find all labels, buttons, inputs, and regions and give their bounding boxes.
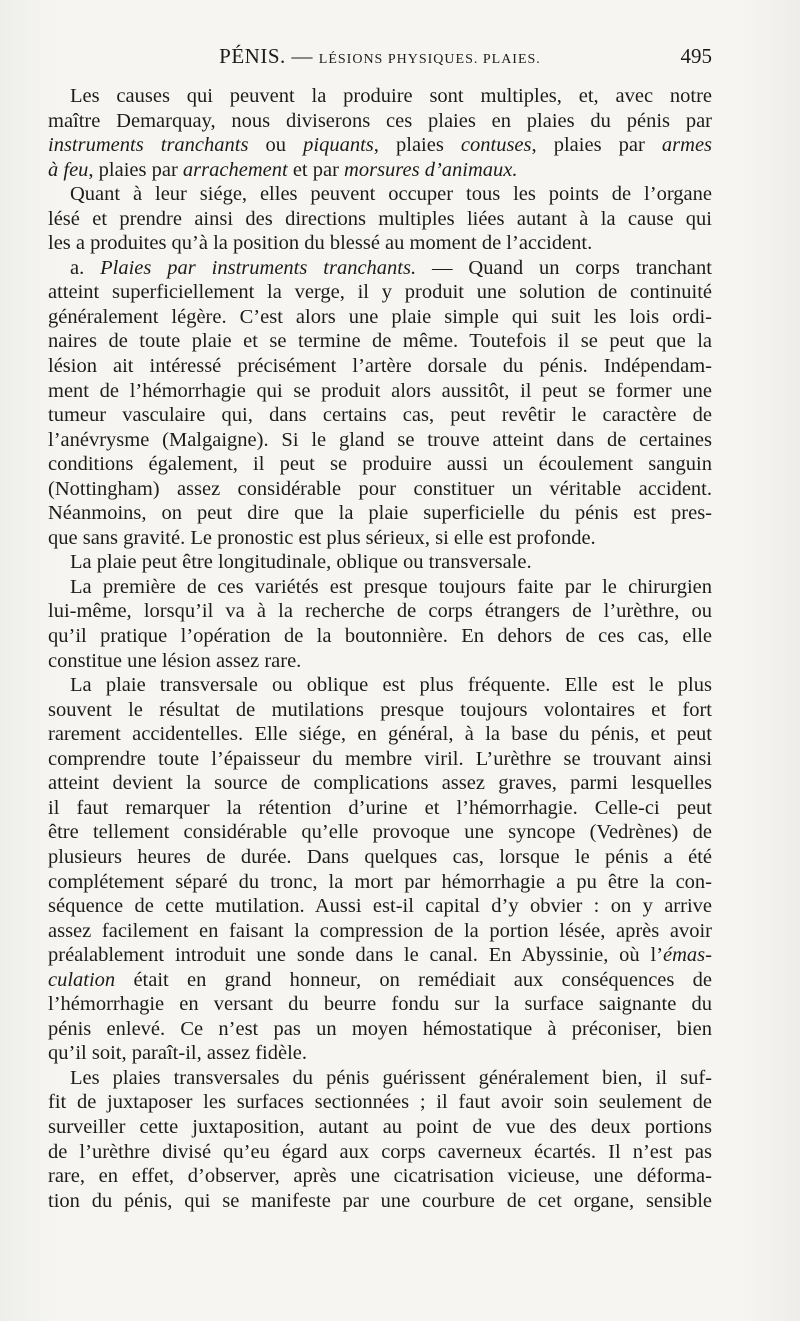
italic-run: contuses <box>460 134 532 157</box>
text-line <box>48 722 712 747</box>
text-line <box>48 943 712 968</box>
text-run: — Quand un corps tranchant <box>416 256 712 279</box>
text-run: pénis enlevé. Ce n’est pas un moyen hémostatique à préconiser, bien <box>48 1017 712 1040</box>
text-run: ou <box>248 134 304 157</box>
paragraph <box>48 673 712 1066</box>
text-line <box>48 231 712 256</box>
text-run: a. <box>70 256 101 279</box>
text-run: , plaies par <box>531 134 662 157</box>
text-run: séquence de cette mutilation. Aussi est-il capital d’y obvier : on y arrive <box>48 895 712 918</box>
text-run: l’hémorrhagie en versant du beurre fondu sur la surface saignante du <box>48 993 712 1016</box>
paragraph <box>48 1066 712 1213</box>
italic-run: émas- <box>663 944 712 967</box>
text-line <box>48 796 712 821</box>
text-run: généralement légère. C’est alors une plaie simple qui suit les lois ordi- <box>48 305 712 328</box>
text-line <box>48 1017 712 1042</box>
body-text <box>48 84 712 1213</box>
text-line <box>48 452 712 477</box>
text-line <box>48 305 712 330</box>
text-line <box>48 477 712 502</box>
text-line <box>48 1189 712 1214</box>
text-line <box>48 256 712 281</box>
text-line <box>48 649 712 674</box>
text-run: assez facilement en faisant la compression de la portion lésée, après avoir <box>48 919 712 942</box>
text-run: tumeur vasculaire qui, dans certains cas, peut revêtir le caractère de <box>48 404 712 427</box>
text-line <box>48 182 712 207</box>
italic-run: morsures d’animaux. <box>344 158 518 181</box>
text-run: il faut remarquer la rétention d’urine et l’hémorrhagie. Celle-ci peut <box>48 796 712 819</box>
text-run: les a produites qu’à la position du blessé au moment de l’accident. <box>48 232 593 255</box>
italic-run: armes <box>661 134 713 157</box>
text-run: de l’urèthre divisé qu’eu égard aux corps caverneux écartés. Il n’est pas <box>48 1140 712 1163</box>
text-run: naires de toute plaie et se termine de même. Toutefois il se peut que la <box>48 330 712 353</box>
text-line <box>48 575 712 600</box>
text-run: rare, en effet, d’observer, après une cicatrisation vicieuse, une déforma- <box>48 1165 712 1188</box>
text-run: fit de juxtaposer les surfaces sectionnées ; il faut avoir soin seulement de <box>48 1091 712 1114</box>
text-run: , plaies <box>373 134 461 157</box>
text-run: comprendre toute l’épaisseur du membre viril. L’urèthre se trouvant ainsi <box>48 747 712 770</box>
text-run: Quant à leur siége, elles peuvent occuper tous les points de l’organe <box>70 183 712 206</box>
text-run: atteint superficiellement la verge, il y produit une solution de continuité <box>48 281 712 304</box>
text-line <box>48 1066 712 1091</box>
text-run: souvent le résultat de mutilations presque toujours volontaires et fort <box>48 698 712 721</box>
text-line <box>48 379 712 404</box>
running-header <box>48 44 712 78</box>
paragraph <box>48 182 712 256</box>
text-run: Les plaies transversales du pénis guérissent généralement bien, il suf- <box>70 1066 712 1089</box>
text-line <box>48 280 712 305</box>
text-run: et par <box>287 158 345 181</box>
text-line <box>48 919 712 944</box>
text-run: maître Demarquay, nous diviserons ces plaies en plaies du pénis par <box>48 109 712 132</box>
header-dash: — <box>291 44 314 68</box>
text-run: La plaie transversale ou oblique est plus fréquente. Elle est le plus <box>70 674 712 697</box>
text-run: lui-même, lorsqu’il va à la recherche de corps étrangers de l’urèthre, ou <box>48 600 712 623</box>
page-number: 495 <box>680 44 712 68</box>
text-line <box>48 1140 712 1165</box>
text-line <box>48 624 712 649</box>
text-line <box>48 673 712 698</box>
text-run: La plaie peut être longitudinale, oblique ou transversale. <box>70 551 532 574</box>
text-line <box>48 845 712 870</box>
text-run: plusieurs heures de durée. Dans quelques cas, lorsque le pénis a été <box>48 845 712 868</box>
text-line <box>48 207 712 232</box>
text-run: tion du pénis, qui se manifeste par une courbure de cet organe, sensible <box>48 1189 712 1212</box>
text-line <box>48 428 712 453</box>
text-run: La première de ces variétés est presque toujours faite par le chirurgien <box>70 575 712 598</box>
text-line <box>48 698 712 723</box>
text-run: qu’il soit, paraît-il, assez fidèle. <box>48 1042 308 1065</box>
text-line <box>48 133 712 158</box>
text-line <box>48 599 712 624</box>
running-title <box>48 44 712 69</box>
text-run: ment de l’hémorrhagie qui se produit alors aussitôt, il peut se former une <box>48 379 712 402</box>
text-line <box>48 526 712 551</box>
text-line <box>48 992 712 1017</box>
text-run: Les causes qui peuvent la produire sont multiples, et, avec notre <box>70 85 712 107</box>
text-line <box>48 329 712 354</box>
text-line <box>48 894 712 919</box>
text-line <box>48 968 712 993</box>
text-run: Néanmoins, on peut dire que la plaie superficielle du pénis est pres- <box>48 502 712 525</box>
text-run: lésion ait intéressé précisément l’artère dorsale du pénis. Indépendam- <box>48 355 712 378</box>
text-run: rarement accidentelles. Elle siége, en général, à la base du pénis, et peut <box>48 723 712 746</box>
text-run: conditions également, il peut se produire aussi un écoulement sanguin <box>48 453 712 476</box>
text-line <box>48 84 712 109</box>
italic-run: piquants <box>303 134 374 157</box>
paragraph <box>48 550 712 575</box>
text-run: être tellement considérable qu’elle provoque une syncope (Vedrènes) de <box>48 821 712 844</box>
text-line <box>48 1041 712 1066</box>
text-run: lésé et prendre ainsi des directions multiples liées autant à la cause qui <box>48 207 712 230</box>
text-line <box>48 403 712 428</box>
paragraph <box>48 575 712 673</box>
text-run: atteint devient la source de complications assez graves, parmi lesquelles <box>48 772 712 795</box>
text-line <box>48 820 712 845</box>
italic-run: Plaies par instruments tranchants. <box>100 256 417 279</box>
paragraph <box>48 84 712 182</box>
text-run: que sans gravité. Le pronostic est plus sérieux, si elle est profonde. <box>48 526 596 549</box>
text-line <box>48 1115 712 1140</box>
text-line <box>48 158 712 183</box>
text-line <box>48 501 712 526</box>
text-line <box>48 109 712 134</box>
text-run: , plaies par <box>88 158 183 181</box>
italic-run: arrachement <box>182 158 288 181</box>
text-run: l’anévrysme (Malgaigne). Si le gland se trouve atteint dans de certaines <box>48 428 712 451</box>
text-run: qu’il pratique l’opération de la boutonnière. En dehors de ces cas, elle <box>48 625 712 648</box>
text-line <box>48 1164 712 1189</box>
text-run: surveiller cette juxtaposition, autant au point de vue des deux portions <box>48 1115 712 1138</box>
text-line <box>48 870 712 895</box>
header-title: PÉNIS. <box>219 44 286 68</box>
italic-run: instruments tranchants <box>48 134 249 157</box>
text-line <box>48 354 712 379</box>
text-run: était en grand honneur, on remédiait aux conséquences de <box>115 968 712 991</box>
paragraph <box>48 256 712 551</box>
text-run: complétement séparé du tronc, la mort par hémorrhagie a pu être la con- <box>48 870 712 893</box>
text-line <box>48 747 712 772</box>
text-line <box>48 550 712 575</box>
text-run: constitue une lésion assez rare. <box>48 649 302 672</box>
text-run: (Nottingham) assez considérable pour constituer un véritable accident. <box>48 477 712 500</box>
text-line <box>48 771 712 796</box>
header-subtitle: LÉSIONS PHYSIQUES. PLAIES. <box>318 52 541 67</box>
text-line <box>48 1090 712 1115</box>
italic-run: à feu <box>48 158 89 181</box>
text-run: préalablement introduit une sonde dans le canal. En Abyssinie, où l’ <box>48 944 664 967</box>
italic-run: culation <box>48 968 116 991</box>
